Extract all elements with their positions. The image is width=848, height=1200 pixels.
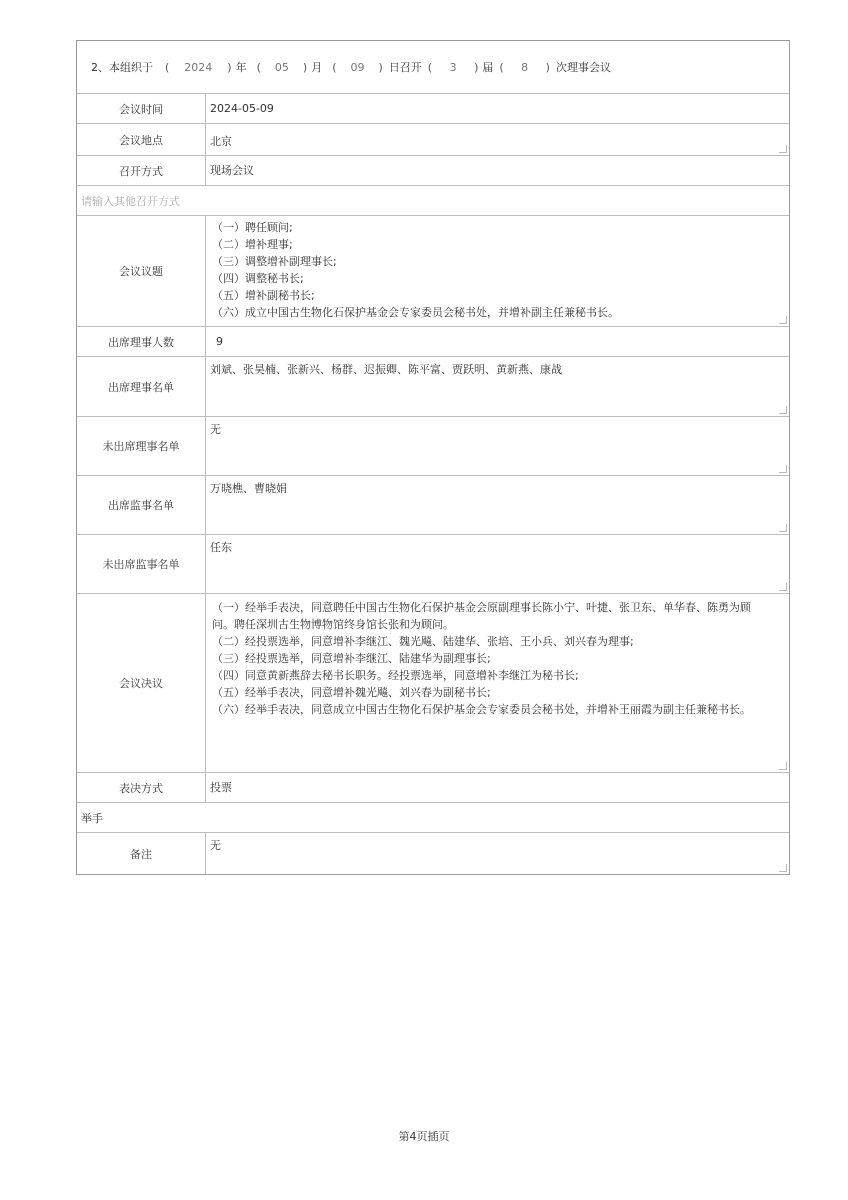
other-method-input[interactable] [77,185,789,215]
resolution-line: 问。聘任深圳古生物博物馆终身馆长张和为顾问。 [212,618,454,631]
meeting-header [77,41,789,93]
row-place [77,123,789,155]
supervisors-label: 出席监事名单 [77,476,206,534]
paren: ) [474,60,479,74]
paren: ) [545,60,550,74]
page-footer: 第4页插页 [398,1130,450,1143]
vote-other-input[interactable] [77,802,789,832]
topic-line: （二）增补理事; [212,238,293,251]
remarks-value: 无 [210,839,221,852]
resolution-line: （二）经投票选举，同意增补李继江、魏光飚、陆建华、张培、王小兵、刘兴春为理事; [212,635,634,648]
supervisors-textarea[interactable] [206,476,789,534]
resize-grip-icon[interactable] [779,406,787,414]
row-time [77,93,789,123]
count-unit: 次理事会议 [555,61,611,74]
resolution-line: （五）经举手表决，同意增补魏光飚、刘兴春为副秘书长; [212,686,491,699]
paren: ) [227,60,232,74]
year-field[interactable]: 2024 [184,60,213,74]
header-prefix: 2、本组织于 [91,61,153,74]
topic-line: （五）增补副秘书长; [212,289,315,302]
row-absent-supervisors [77,534,789,593]
resize-grip-icon[interactable] [779,762,787,770]
row-absentees [77,416,789,475]
attendees-value: 刘斌、张昊楠、张新兴、杨群、迟振卿、陈平富、贾跃明、黄新燕、康战 [210,363,562,376]
absentees-label: 未出席理事名单 [77,417,206,475]
attendee-count-label: 出席理事人数 [77,327,206,356]
topics-textarea[interactable] [206,216,789,326]
session-unit: 届 [482,61,494,74]
place-input[interactable] [206,124,789,155]
session-field[interactable]: 3 [449,60,457,74]
row-vote-method [77,772,789,802]
resolution-line: （一）经举手表决，同意聘任中国古生物化石保护基金会原副理事长陈小宁、叶捷、张卫东、单华春、陈勇为顾 [212,601,751,614]
paren: ) [378,60,383,74]
month-unit: 月 [311,61,323,74]
topic-line: （四）调整秘书长; [212,272,304,285]
place-value: 北京 [210,135,232,148]
topics-label: 会议议题 [77,216,206,326]
topic-line: （一）聘任顾问; [212,221,293,234]
attendees-textarea[interactable] [206,357,789,416]
remarks-textarea[interactable] [206,833,789,874]
row-attendee-count [77,326,789,356]
resolutions-textarea[interactable] [206,594,789,772]
absent-supervisors-textarea[interactable] [206,535,789,593]
vote-other-value: 举手 [81,811,103,825]
time-label: 会议时间 [77,94,206,123]
attendee-count-input[interactable]: 9 [216,334,223,348]
paren: ( [165,60,170,74]
row-remarks [77,832,789,874]
absent-supervisors-label: 未出席监事名单 [77,535,206,593]
topic-line: （三）调整增补副理事长; [212,255,337,268]
attendees-label: 出席理事名单 [77,357,206,416]
resolution-line: （四）同意黄新燕辞去秘书长职务。经投票选举，同意增补李继江为秘书长; [212,669,579,682]
absentees-textarea[interactable] [206,417,789,475]
paren: ( [499,60,504,74]
vote-method-select[interactable]: 投票 [210,780,232,794]
absent-supervisors-value: 任东 [210,541,232,554]
row-topics [77,215,789,326]
paren: ( [427,60,433,74]
resize-grip-icon[interactable] [779,145,787,153]
day-unit: 日召开 [388,61,422,74]
paren: ( [332,60,337,74]
month-field[interactable]: 05 [274,60,289,74]
method-select[interactable]: 现场会议 [210,163,254,177]
place-label: 会议地点 [77,124,206,155]
supervisors-value: 万晓樵、曹晓娟 [210,482,287,495]
resize-grip-icon[interactable] [779,864,787,872]
count-field[interactable]: 8 [521,60,529,74]
topic-line: （六）成立中国古生物化石保护基金会专家委员会秘书处，并增补副主任兼秘书长。 [212,306,619,319]
row-attendees [77,356,789,416]
absentees-value: 无 [210,423,221,436]
paren: ) [302,60,308,74]
resolutions-label: 会议决议 [77,594,206,772]
row-supervisors [77,475,789,534]
row-resolutions [77,593,789,772]
paren: ( [256,60,261,74]
row-method [77,155,789,185]
other-method-placeholder: 请输入其他召开方式 [81,194,180,208]
method-label: 召开方式 [77,156,206,185]
resize-grip-icon[interactable] [779,524,787,532]
day-field[interactable]: 09 [350,60,365,74]
resolution-line: （三）经投票选举，同意增补李继江、陆建华为副理事长; [212,652,491,665]
vote-method-label: 表决方式 [77,773,206,802]
resolution-line: （六）经举手表决，同意成立中国古生物化石保护基金会专家委员会秘书处，并增补王丽霞为副主任兼秘书长。 [212,703,751,716]
meeting-form [76,40,790,875]
year-unit: 年 [235,61,247,74]
resize-grip-icon[interactable] [779,465,787,473]
resize-grip-icon[interactable] [779,583,787,591]
time-input[interactable]: 2024-05-09 [210,101,274,115]
remarks-label: 备注 [77,833,206,874]
resize-grip-icon[interactable] [779,316,787,324]
